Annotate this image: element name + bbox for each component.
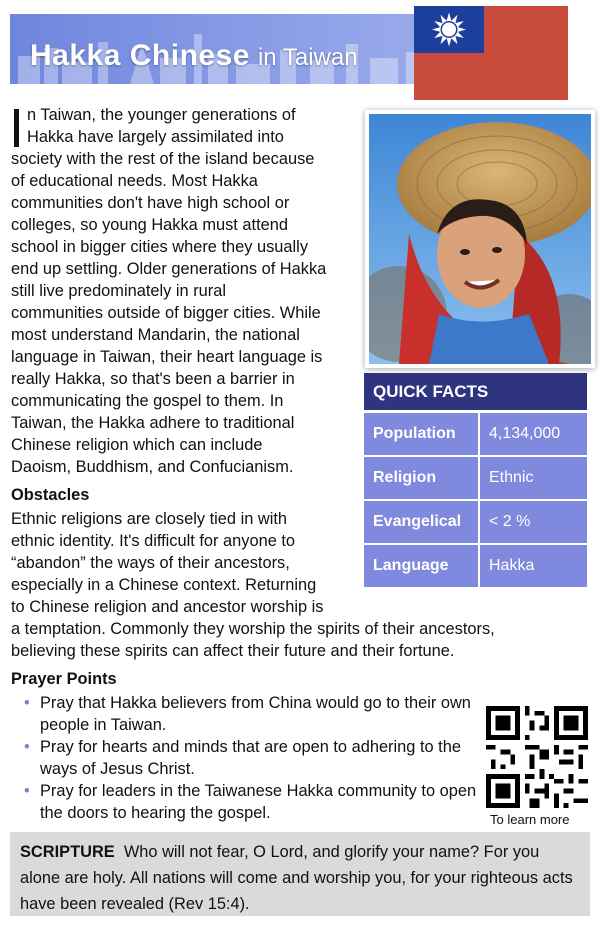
scripture-text: Who will not fear, O Lord, and glorify your name? For you alone are holy. All nations will come and worship you, for your righteous acts have been revealed (Rev 15:4). <box>20 843 573 913</box>
list-item <box>24 736 479 780</box>
fact-label: Language <box>373 557 449 574</box>
page-title <box>30 39 358 73</box>
fact-value: < 2 % <box>489 513 531 530</box>
obstacles-line: ethnic identity. It's difficult for anyone to <box>11 532 296 550</box>
intro-line: language in Taiwan, their heart language is <box>11 348 323 366</box>
bullet-icon: • <box>24 738 30 756</box>
list-item <box>24 692 479 736</box>
intro-line: of educational needs. Most Hakka <box>11 172 258 190</box>
prayer-text: Pray for leaders in the Taiwanese Hakka community to open the doors to hearing the gospel. <box>40 782 477 822</box>
intro-paragraph <box>11 104 356 478</box>
fact-value: 4,134,000 <box>489 425 561 442</box>
intro-line: Daoism, Buddhism, and Confucianism. <box>11 458 294 476</box>
fact-row-population <box>364 413 587 455</box>
scripture-box <box>10 832 590 916</box>
fact-divider <box>478 413 480 455</box>
obstacles-line: believing these spirits can affect their future and their fortune. <box>11 642 455 660</box>
intro-line: colleges, so young Hakka must attend <box>11 216 288 234</box>
intro-line: communities don't have high school or <box>11 194 290 212</box>
prayer-points-list <box>24 692 479 824</box>
list-item <box>24 780 479 824</box>
intro-line: school in bigger cities where they usually <box>11 238 309 256</box>
fact-label: Population <box>373 425 456 442</box>
obstacles-line: “abandon” the ways of their ancestors, <box>11 554 290 572</box>
taiwan-flag <box>414 6 568 100</box>
obstacles-line: Ethnic religions are closely tied in with <box>11 510 288 528</box>
fact-value: Ethnic <box>489 469 534 486</box>
fact-divider <box>478 457 480 499</box>
intro-line: Chinese religion which can include <box>11 436 263 454</box>
fact-value: Hakka <box>489 557 535 574</box>
title-sub: in Taiwan <box>257 44 358 71</box>
portrait-photo <box>365 110 595 368</box>
intro-line: Taiwan, the Hakka adhere to traditional <box>11 414 295 432</box>
intro-line: communicating the gospel to them. In <box>11 392 284 410</box>
obstacles-heading: Obstacles <box>11 486 90 504</box>
qr-caption: To learn more <box>490 812 570 827</box>
intro-line: end up settling. Older generations of Hakka <box>11 260 327 278</box>
intro-line: still live predominately in rural <box>11 282 226 300</box>
obstacles-line: especially in a Chinese context. Returning <box>11 576 317 594</box>
woman-in-straw-hat-image <box>369 114 591 364</box>
bullet-icon: • <box>24 694 30 712</box>
drop-cap-bar <box>14 109 19 147</box>
title-main: Hakka Chinese <box>30 39 250 72</box>
scripture-label: SCRIPTURE <box>20 843 115 861</box>
obstacles-line: a temptation. Commonly they worship the spirits of their ancestors, <box>11 620 495 638</box>
intro-line: communities outside of bigger cities. While <box>11 304 321 322</box>
fact-row-religion <box>364 457 587 499</box>
prayer-points-heading: Prayer Points <box>11 670 117 688</box>
quick-facts-header: QUICK FACTS <box>364 373 587 410</box>
intro-line: really Hakka, so that's been a barrier in <box>11 370 295 388</box>
intro-line: society with the rest of the island because <box>11 150 315 168</box>
prayer-text: Pray for hearts and minds that are open to adhering to the ways of Jesus Christ. <box>40 738 461 778</box>
fact-label: Religion <box>373 469 437 486</box>
qr-code-icon[interactable] <box>486 706 588 808</box>
intro-line: Hakka have largely assimilated into <box>27 128 284 146</box>
intro-line: n Taiwan, the younger generations of <box>27 106 296 124</box>
obstacles-line: to Chinese religion and ancestor worship is <box>11 598 324 616</box>
sun-icon <box>414 6 484 53</box>
bullet-icon: • <box>24 782 30 800</box>
obstacles-paragraph <box>11 508 591 662</box>
prayer-text: Pray that Hakka believers from China would go to their own people in Taiwan. <box>40 694 471 734</box>
fact-label: Evangelical <box>373 513 462 530</box>
intro-line: most understand Mandarin, the national <box>11 326 300 344</box>
